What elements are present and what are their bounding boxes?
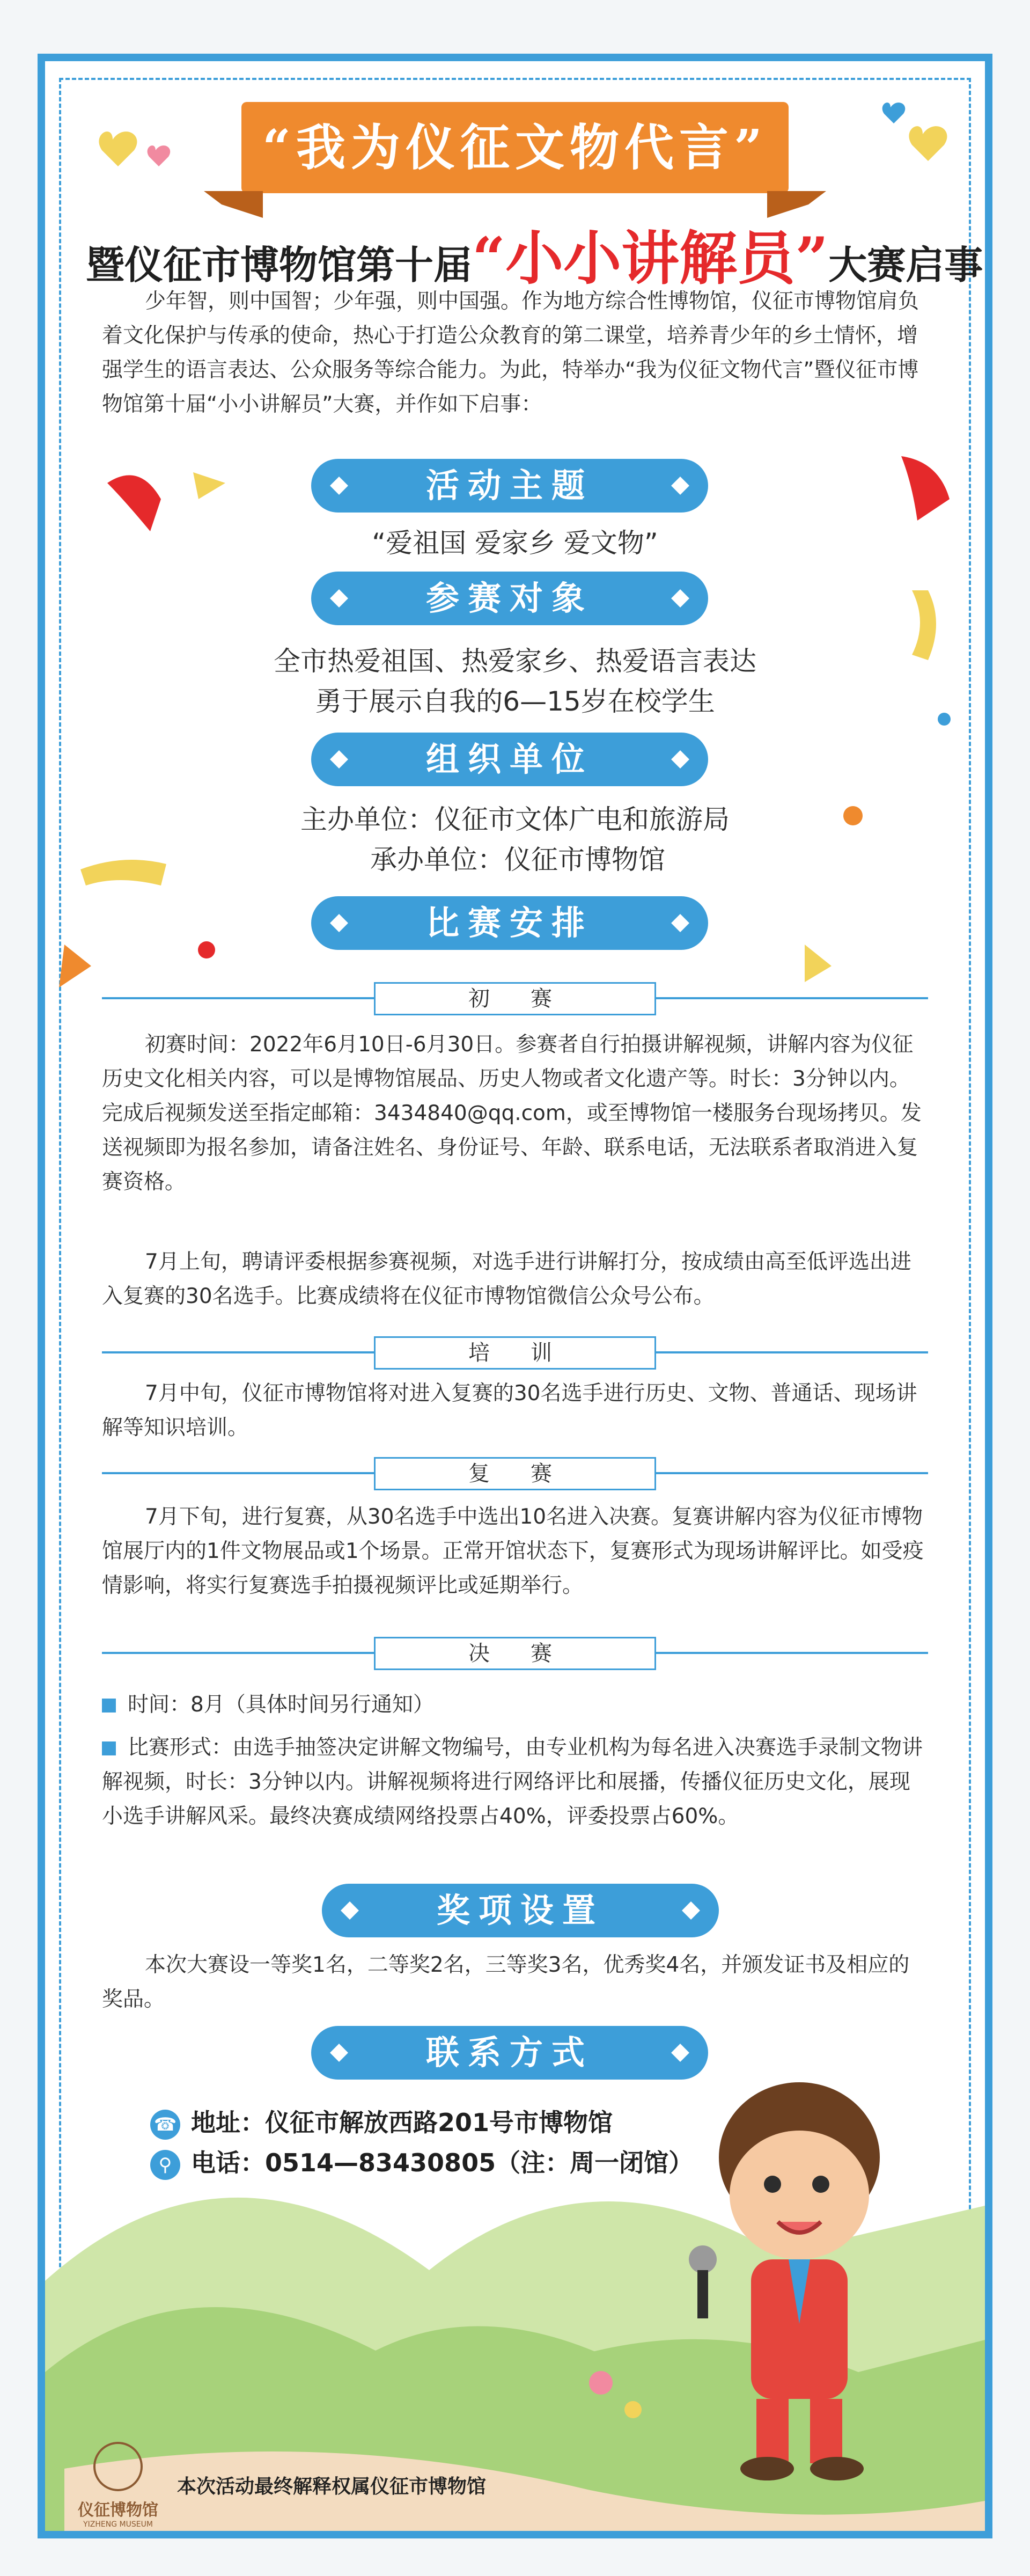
microphone-icon <box>689 2245 717 2273</box>
mascot-leg-right <box>810 2399 842 2463</box>
phone-icon: ☎ <box>150 2110 180 2140</box>
schedule-heading: 比赛安排 <box>311 896 708 950</box>
awards-heading: 奖项设置 <box>322 1884 719 1937</box>
flower-icon <box>589 2371 613 2395</box>
museum-logo <box>72 2442 164 2529</box>
participants-line1: 全市热爱祖国、热爱家乡、热爱语言表达 <box>274 646 756 677</box>
training-paragraph: 7月中旬，仪征市博物馆将对进入复赛的30名选手进行历史、文物、普通话、现场讲解等知识培训。 <box>102 1381 917 1440</box>
organizers-heading: 组织单位 <box>311 733 708 786</box>
museum-seal-icon <box>93 2442 143 2491</box>
participants-heading: 参赛对象 <box>311 572 708 625</box>
poster-subtitle: 暨仪征市博物馆第十届“小小讲解员”大赛启事 <box>86 225 983 292</box>
contact-address: ☎ 地址：仪征市解放西路201号市博物馆 <box>150 2104 613 2141</box>
preliminary-paragraph-1: 初赛时间：2022年6月10日-6月30日。参赛者自行拍摄讲解视频，讲解内容为仪征历史文化相关内容，可以是博物馆展品、历史人物或者文化遗产等。时长：3分钟以内。完成后视频发送至指定邮箱：3434840@qq.com，或至博物馆一楼服务台现场拷贝。发送视频即为报名参加，请备注姓名、身份证号、年龄、联系电话，无法联系者取消进入复赛资格。 <box>102 1033 922 1194</box>
mascot-face <box>730 2131 869 2259</box>
theme-text: “爱祖国 爱家乡 爱文物” <box>372 528 658 559</box>
banner-title: “我为仪征文物代言” <box>262 119 768 177</box>
final-title: 决 赛 <box>374 1637 656 1670</box>
training-title: 培 训 <box>374 1336 656 1370</box>
preliminary-paragraph-2: 7月上旬，聘请评委根据参赛视频，对选手进行讲解打分，按成绩由高至低评选出进入复赛的30名选手。比赛成绩将在仪征市博物馆微信公众号公布。 <box>102 1250 911 1308</box>
contact-heading: 联系方式 <box>311 2026 708 2080</box>
awards-paragraph: 本次大赛设一等奖1名，二等奖2名，三等奖3名，优秀奖4名，并颁发证书及相应的奖品。 <box>102 1953 910 2011</box>
contact-phone: ⚲ 电话：0514—83430805（注：周一闭馆） <box>150 2144 693 2182</box>
subtitle-highlight: “小小讲解员” <box>472 225 829 292</box>
undertaker-unit: 承办单位：仪征市博物馆 <box>370 844 665 875</box>
final-time: 时间：8月（具体时间另行通知） <box>102 1688 928 1722</box>
logo-text: 仪征博物馆 <box>78 2501 158 2520</box>
semifinal-title: 复 赛 <box>374 1457 656 1490</box>
mascot-eye-right <box>812 2176 829 2193</box>
mascot-shoe-left <box>740 2457 794 2480</box>
mascot-eye-left <box>764 2176 781 2193</box>
final-format: 比赛形式：由选手抽签决定讲解文物编号，由专业机构为每名进入决赛选手录制文物讲解视频，时长：3分钟以内。讲解视频将进行网络评比和展播，传播仪征历史文化，展现小选手讲解风采。最终决赛成绩网络投票占40%，评委投票占60%。 <box>102 1736 923 1828</box>
intro-paragraph: 少年智，则中国智；少年强，则中国强。作为地方综合性博物馆，仪征市博物馆肩负着文化保护与传承的使命，热心于打造公众教育的第二课堂，培养青少年的乡土情怀，增强学生的语言表达、公众服务等综合能力。为此，特举办“我为仪征文物代言”暨仪征市博物馆第十届“小小讲解员”大赛，并作如下启事： <box>102 289 919 416</box>
footer-note: 本次活动最终解释权属仪征市博物馆 <box>177 2475 487 2498</box>
host-unit: 主办单位：仪征市文体广电和旅游局 <box>300 804 730 835</box>
participants-line2: 勇于展示自我的6—15岁在校学生 <box>315 686 715 717</box>
theme-heading: 活动主题 <box>311 459 708 513</box>
mascot-leg-left <box>756 2399 789 2463</box>
flower-icon <box>624 2401 642 2418</box>
logo-english-text: YIZHENG MUSEUM <box>83 2520 153 2529</box>
preliminary-title: 初 赛 <box>374 982 656 1015</box>
mascot-shoe-right <box>810 2457 864 2480</box>
semifinal-paragraph: 7月下旬，进行复赛，从30名选手中选出10名进入决赛。复赛讲解内容为仪征市博物馆展厅内的1件文物展品或1个场景。正常开馆状态下，复赛形式为现场讲解评比。如受疫情影响，将实行复赛选手拍摄视频评比或延期举行。 <box>102 1505 924 1598</box>
microphone-handle <box>697 2270 708 2318</box>
location-pin-icon: ⚲ <box>150 2150 180 2180</box>
